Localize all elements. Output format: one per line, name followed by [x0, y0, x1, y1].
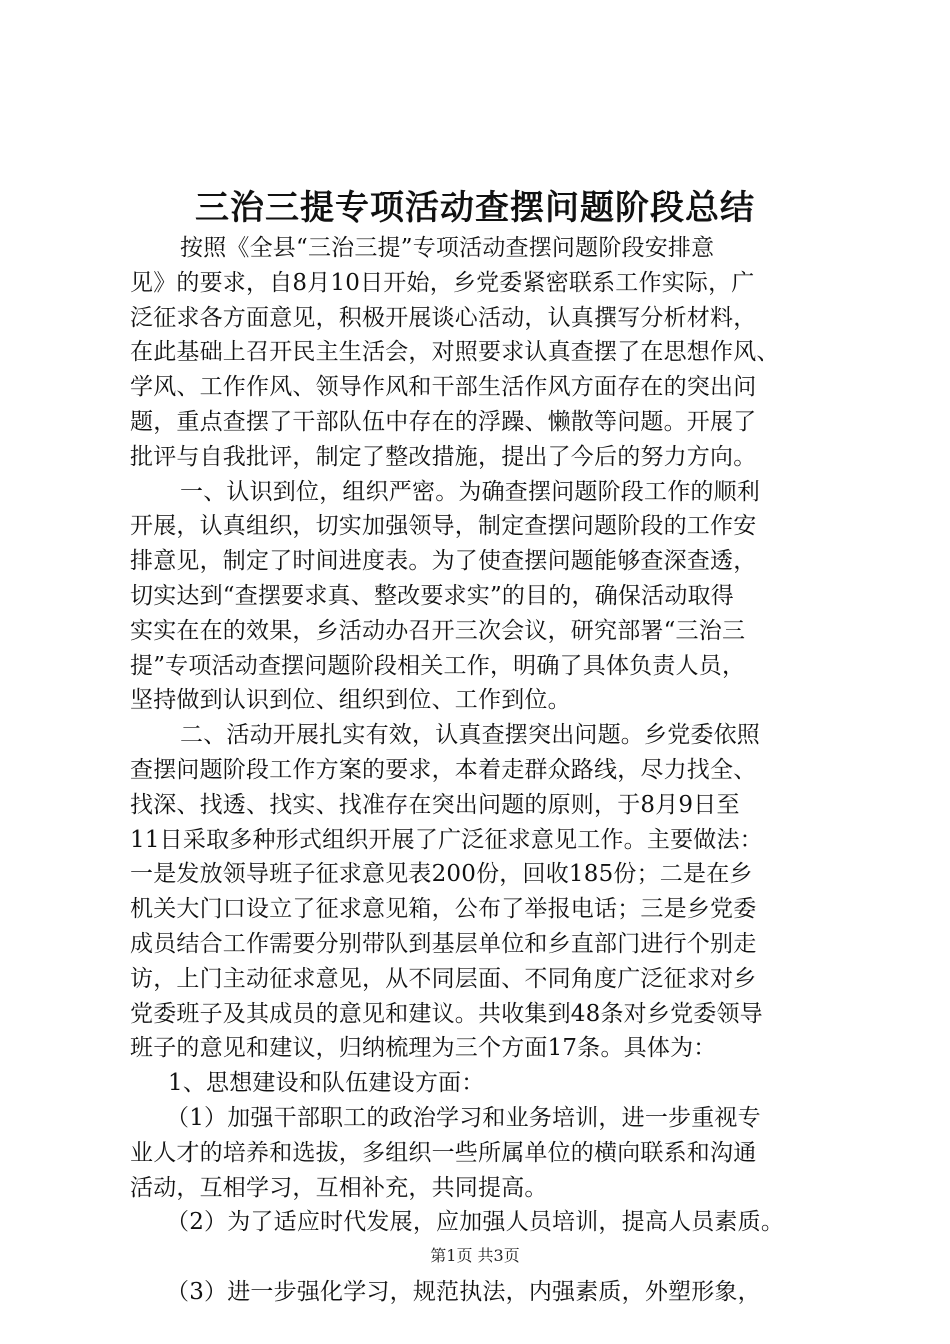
text-line: 按照《全县“三治三提”专项活动查摆问题阶段安排意: [180, 235, 715, 261]
text-line: 实实在在的效果，乡活动办召开三次会议，研究部署“三治三: [130, 617, 746, 644]
text-line: 学风、工作作风、领导作风和干部生活作风方面存在的突出问: [130, 374, 757, 401]
document-body: [130, 231, 830, 1310]
list-item: （3）进一步强化学习，规范执法，内强素质，外塑形象，: [166, 1278, 761, 1305]
text-line: 查摆问题阶段工作方案的要求，本着走群众路线，尽力找全、: [130, 756, 757, 783]
section-heading: 1、思想建设和队伍建设方面：: [168, 1070, 485, 1097]
text-line: 党委班子及其成员的意见和建议。共收集到48条对乡党委领导: [130, 1000, 763, 1027]
text-line: 二、活动开展扎实有效，认真查摆突出问题。乡党委依照: [180, 722, 760, 749]
text-line: 机关大门口设立了征求意见箱，公布了举报电话；三是乡党委: [130, 896, 757, 923]
document-title: 三治三提专项活动查摆问题阶段总结: [195, 188, 755, 228]
text-line: 一、认识到位，组织严密。为确查摆问题阶段工作的顺利: [180, 478, 760, 505]
text-line: 11日采取多种形式组织开展了广泛征求意见工作。主要做法：: [130, 826, 763, 853]
text-line: 坚持做到认识到位、组织到位、工作到位。: [130, 687, 571, 714]
text-line: 题，重点查摆了干部队伍中存在的浮躁、懒散等问题。开展了: [130, 408, 757, 435]
text-line: 业人才的培养和选拔，多组织一些所属单位的横向联系和沟通: [130, 1139, 757, 1166]
page-footer: 第1页 共3页: [430, 1246, 520, 1265]
list-item: （2）为了适应时代发展，应加强人员培训，提高人员素质。: [166, 1209, 785, 1236]
text-line: 见》的要求，自8月10日开始，乡党委紧密联系工作实际，广: [130, 269, 755, 296]
text-line: 提”专项活动查摆问题阶段相关工作，明确了具体负责人员，: [130, 652, 746, 679]
text-line: 班子的意见和建议，归纳梳理为三个方面17条。具体为：: [130, 1035, 717, 1062]
text-line: 泛征求各方面意见，积极开展谈心活动，认真撰写分析材料，: [130, 304, 757, 331]
text-line: 切实达到“查摆要求真、整改要求实”的目的，确保活动取得: [130, 582, 734, 609]
list-item: （1）加强干部职工的政治学习和业务培训，进一步重视专: [166, 1104, 761, 1131]
text-line: 开展，认真组织，切实加强领导，制定查摆问题阶段的工作安: [130, 513, 757, 540]
text-line: 成员结合工作需要分别带队到基层单位和乡直部门进行个别走: [130, 930, 757, 957]
text-line: 找深、找透、找实、找准存在突出问题的原则，于8月9日至: [130, 791, 740, 818]
text-line: 在此基础上召开民主生活会，对照要求认真查摆了在思想作风、: [130, 339, 780, 366]
text-line: 排意见，制定了时间进度表。为了使查摆问题能够查深查透，: [130, 548, 757, 575]
text-line: 一是发放领导班子征求意见表200份，回收185份；二是在乡: [130, 861, 753, 888]
text-line: 批评与自我批评，制定了整改措施，提出了今后的努力方向。: [130, 443, 757, 470]
text-line: 活动，互相学习，互相补充，共同提高。: [130, 1174, 548, 1201]
text-line: 访，上门主动征求意见，从不同层面、不同角度广泛征求对乡: [130, 965, 757, 992]
